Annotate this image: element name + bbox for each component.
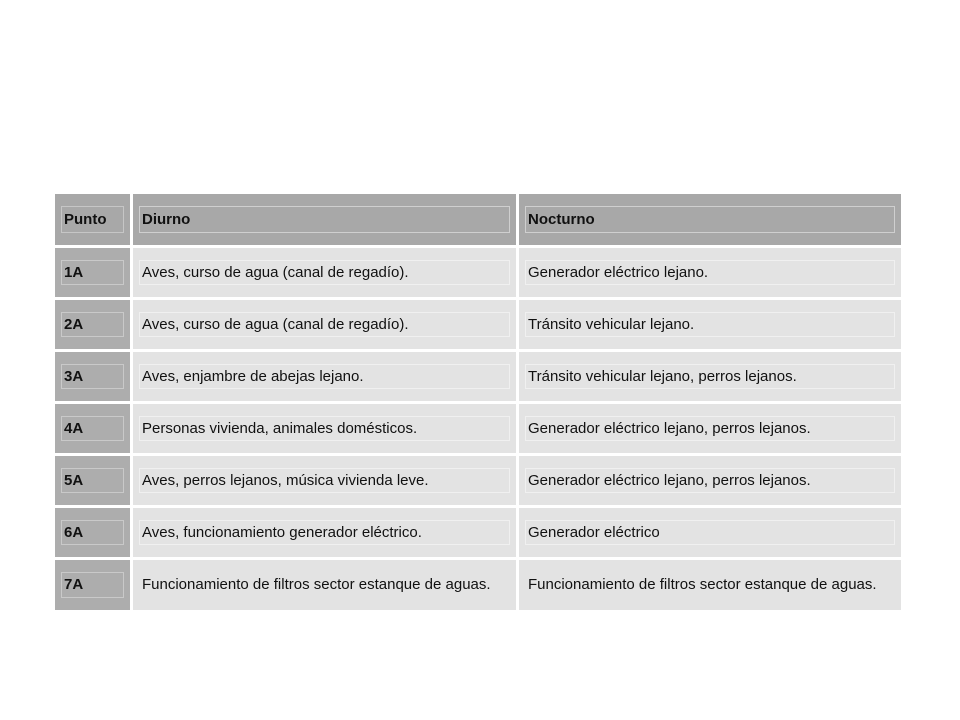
cell-diurno: Aves, funcionamiento generador eléctrico. <box>133 508 516 557</box>
cell-nocturno: Generador eléctrico lejano, perros lejanos. <box>519 456 901 505</box>
cell-nocturno: Generador eléctrico <box>519 508 901 557</box>
cell-nocturno: Tránsito vehicular lejano, perros lejanos. <box>519 352 901 401</box>
header-diurno: Diurno <box>133 194 516 245</box>
table-row <box>55 404 901 453</box>
table-row <box>55 352 901 401</box>
table-row <box>55 456 901 505</box>
cell-nocturno: Funcionamiento de filtros sector estanque de aguas. <box>519 560 901 610</box>
cell-diurno: Aves, perros lejanos, música vivienda leve. <box>133 456 516 505</box>
table-row <box>55 560 901 610</box>
cell-punto: 2A <box>55 300 130 349</box>
table-header-row <box>55 194 901 245</box>
cell-punto: 6A <box>55 508 130 557</box>
header-nocturno: Nocturno <box>519 194 901 245</box>
table-row <box>55 508 901 557</box>
cell-diurno: Aves, curso de agua (canal de regadío). <box>133 248 516 297</box>
cell-punto: 1A <box>55 248 130 297</box>
cell-nocturno: Tránsito vehicular lejano. <box>519 300 901 349</box>
cell-nocturno: Generador eléctrico lejano, perros lejanos. <box>519 404 901 453</box>
cell-diurno: Personas vivienda, animales domésticos. <box>133 404 516 453</box>
cell-nocturno: Generador eléctrico lejano. <box>519 248 901 297</box>
table-row <box>55 248 901 297</box>
cell-diurno: Aves, enjambre de abejas lejano. <box>133 352 516 401</box>
cell-diurno: Aves, curso de agua (canal de regadío). <box>133 300 516 349</box>
header-punto: Punto <box>55 194 130 245</box>
cell-punto: 3A <box>55 352 130 401</box>
table-row <box>55 300 901 349</box>
cell-punto: 5A <box>55 456 130 505</box>
cell-punto: 4A <box>55 404 130 453</box>
cell-punto: 7A <box>55 560 130 610</box>
cell-diurno: Funcionamiento de filtros sector estanque de aguas. <box>133 560 516 610</box>
noise-sources-table <box>55 194 901 613</box>
